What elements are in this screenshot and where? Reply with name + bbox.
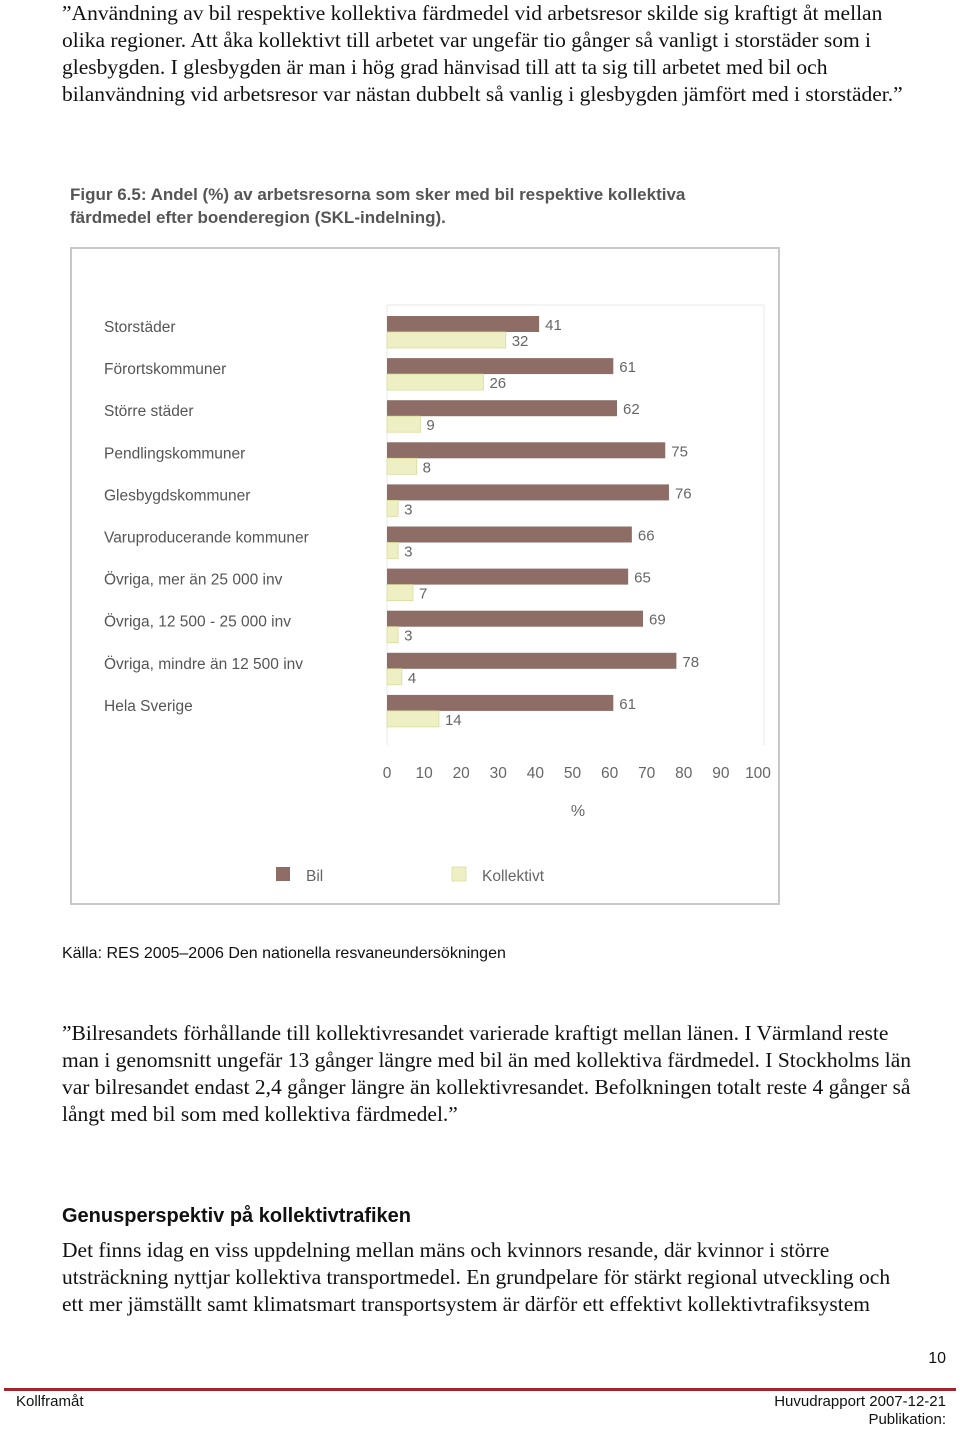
bar-value-label: 8 <box>422 459 432 477</box>
category-label: Pendlingskommuner <box>104 445 246 463</box>
category-label: Övriga, mer än 25 000 inv <box>104 571 283 589</box>
bar-value-label: 14 <box>444 711 462 729</box>
legend-label-kollektivt: Kollektivt <box>482 868 545 885</box>
bar-bil <box>387 569 628 585</box>
bar-bil <box>387 400 617 416</box>
bar-bil <box>387 442 665 458</box>
bar-bil <box>387 653 676 669</box>
x-tick-label: 10 <box>415 765 433 782</box>
category-label: Större städer <box>104 403 194 421</box>
bar-kollektivt <box>387 711 439 727</box>
bar-value-label: 61 <box>619 359 636 377</box>
legend-swatch-bil <box>276 867 290 881</box>
x-axis-label: % <box>570 803 586 820</box>
bar-value-label: 3 <box>404 627 413 645</box>
bar-value-label: 4 <box>407 669 417 687</box>
bar-value-label: 78 <box>682 653 700 671</box>
bar-value-label: 9 <box>426 417 435 435</box>
bar-value-label: 3 <box>404 543 413 561</box>
bar-kollektivt <box>387 374 483 390</box>
x-tick-label: 80 <box>675 765 693 782</box>
bar-bil <box>387 527 632 543</box>
bar-value-label: 32 <box>511 333 529 350</box>
x-tick-label: 100 <box>745 765 771 782</box>
section-heading-genus: Genusperspektiv på kollektivtrafiken <box>62 1205 412 1227</box>
bar-bil <box>387 316 539 332</box>
x-tick-label: 60 <box>600 765 619 782</box>
x-tick-label: 20 <box>452 765 470 782</box>
bar-value-label: 65 <box>634 569 651 587</box>
bar-kollektivt <box>387 543 398 559</box>
bar-value-label: 26 <box>489 375 507 393</box>
genus-paragraph: Det finns idag en viss uppdelning mellan mäns och kvinnors resande, där kvinnor i större utsträckning nyttjar kollektiva transportmedel. En grundpelare för stärkt regional utveckling och ett mer jämställt samt klimatsmart transportsystem är därför ett effektivt kollektivtrafiksystem <box>62 1238 891 1316</box>
bar-bil <box>387 611 643 627</box>
footer-left-text: Kollframåt <box>16 1393 84 1410</box>
category-label: Storstäder <box>104 319 176 336</box>
category-label: Övriga, mindre än 12 500 inv <box>104 655 304 673</box>
bar-bil <box>387 695 613 711</box>
x-tick-label: 40 <box>526 765 545 782</box>
bar-bil <box>387 484 669 500</box>
category-label: Hela Sverige <box>104 697 193 715</box>
x-tick-label: 90 <box>712 765 730 782</box>
bar-value-label: 75 <box>671 443 688 461</box>
bar-bil <box>387 358 613 374</box>
source-note: Källa: RES 2005–2006 Den nationella resvaneundersökningen <box>62 945 506 962</box>
intro-quote-paragraph: ”Användning av bil respektive kollektiva färdmedel vid arbetsresor skilde sig kraftigt åt mellan olika regioner. Att åka kollektivt till arbetet var ungefär tio gånger så vanligt i storstäder som i glesbygden. I glesbygden är man i hög grad hänvisad till att ta sig till arbetet med bil och bilanvändning vid arbetsresor var nästan dubbelt så vanlig i glesbygden jämfört med i storstäder.” <box>62 1 903 106</box>
bar-value-label: 66 <box>637 527 655 545</box>
bar-value-label: 7 <box>418 585 428 603</box>
x-tick-label: 70 <box>638 765 656 782</box>
bar-kollektivt <box>387 458 417 474</box>
x-tick-label: 50 <box>563 765 582 782</box>
bar-kollektivt <box>387 416 420 432</box>
footer-report-date: Huvudrapport 2007-12-21 <box>774 1393 946 1410</box>
bar-value-label: 76 <box>674 485 692 503</box>
county-quote-paragraph: ”Bilresandets förhållande till kollektivresandet varierade kraftigt mellan länen. I Värmland reste man i genomsnitt ungefär 13 gånger längre med bil än med kollektiva färdmedel. I Stockholms län var bilresandet endast 2,4 gånger längre än kollektivresandet. Befolkningen totalt reste 4 gånger så långt med bil som med kollektiva färdmedel.” <box>62 1021 912 1126</box>
footer-publication: Publikation: <box>868 1411 946 1428</box>
x-tick-label: 30 <box>489 765 507 782</box>
bar-value-label: 3 <box>404 501 413 519</box>
bar-value-label: 61 <box>619 695 636 713</box>
x-tick-label: 0 <box>382 765 392 782</box>
bar-kollektivt <box>387 500 398 516</box>
bar-kollektivt <box>387 627 398 643</box>
category-label: Övriga, 12 500 - 25 000 inv <box>104 613 291 631</box>
footer-rule <box>4 1388 956 1391</box>
category-label: Förortskommuner <box>104 361 227 379</box>
bar-kollektivt <box>387 669 402 685</box>
category-label: Glesbygdskommuner <box>104 487 251 505</box>
bar-value-label: 62 <box>623 401 640 419</box>
legend-label-bil: Bil <box>306 868 324 885</box>
category-label: Varuproducerande kommuner <box>104 529 309 547</box>
bar-kollektivt <box>387 332 506 348</box>
bar-value-label: 41 <box>545 317 562 334</box>
legend-swatch-kollektivt <box>452 867 466 881</box>
footer-right-block <box>774 1393 946 1429</box>
page-number: 10 <box>928 1350 946 1367</box>
bar-value-label: 69 <box>648 611 666 629</box>
figure-caption: Figur 6.5: Andel (%) av arbetsresorna som sker med bil respektive kollektiva färdmedel efter boenderegion (SKL-indelning). <box>70 185 686 227</box>
bar-kollektivt <box>387 585 413 601</box>
